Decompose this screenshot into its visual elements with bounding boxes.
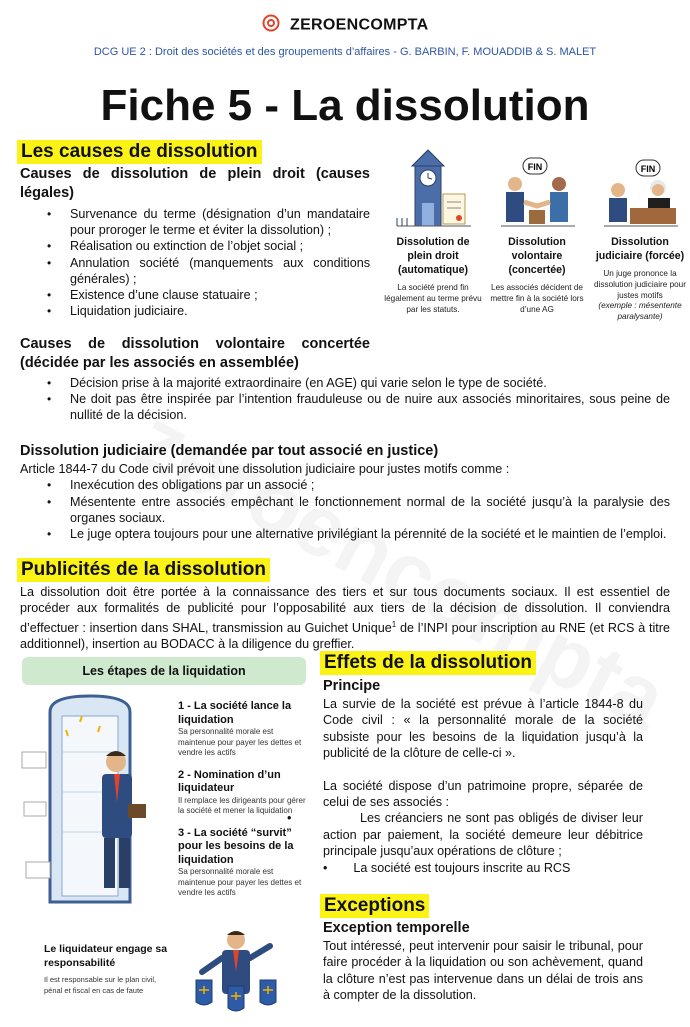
step-title: 3 - La société “survit” pour les besoins de la liquidation — [178, 826, 294, 866]
principe-text: La survie de la société est prévue à l’article 1844-8 du Code civil : « la personnalité morale de la société subsiste pour les besoins de la liquidation jusqu’à la publicité de la clôture de celle-ci ». — [323, 697, 643, 761]
list-item: • Le juge optera toujours pour une alternative privilégiant la pérennité de la société et le maintien de l’emploi. — [20, 526, 670, 542]
patrimoine-text: La société dispose d’un patrimoine propre, séparée de celui de ses associés : — [323, 778, 643, 810]
card-desc: Les associés décident de mettre fin à la société lors d’une AG — [490, 283, 584, 314]
steps-column — [178, 700, 306, 899]
publicite-heading: Publicités de la dissolution — [17, 558, 270, 582]
step-desc: Sa personnalité morale est maintenue pour payer les dettes et vendre les actifs — [178, 727, 302, 757]
list-item: • Existence d’une clause statuaire ; — [20, 287, 370, 303]
card-plein-droit — [383, 148, 483, 315]
card-desc — [590, 269, 690, 323]
list-item: • Mésentente entre associés empêchant le fonctionnement normal de la société jusqu’à la paralysie des organes sociaux. — [20, 494, 670, 526]
liquidator-scales-illustration — [188, 928, 284, 1018]
fin-sign-text: FIN — [640, 164, 656, 174]
card-volontaire — [487, 148, 587, 315]
exceptions-heading: Exceptions — [320, 894, 429, 918]
liquidateur-title: Le liquidateur engage sa responsabilité — [44, 943, 168, 969]
brand-header — [0, 14, 690, 37]
judiciaire-intro: Article 1844-7 du Code civil prévoit une dissolution judiciaire pour justes motifs comme : — [20, 462, 510, 476]
card-title: Dissolution de plein droit (automatique) — [396, 236, 470, 276]
principe-title: Principe — [323, 678, 381, 694]
card-judiciaire — [590, 148, 690, 323]
step-desc: Sa personnalité morale est maintenue pour payer les dettes et vendre les actifs — [178, 867, 302, 897]
judge-icon — [600, 148, 680, 230]
publicite-text: La dissolution doit être portée à la connaissance des tiers et sur tous documents sociaux. Il est essentiel de procéder aux formalités de publicité pour l’opposabilité aux tiers de la décision de dissolution. Il conviendra d’effectuer : insertion dans SHAL, transmission au Guichet Unique$^1$ de l’INPI pour inscription au RNE (et RCS à titre additionnel), insertion au BODACC à la diligence du greffier. — [20, 585, 670, 652]
causes-heading: Les causes de dissolution — [17, 140, 262, 164]
exception-temporelle-text: Tout intéressé, peut intervenir pour saisir le tribunal, pour faire procéder à la liquidation ou son achèvement, quand la clôture n’est pas intervenue dans un délai de trois ans à compter de la dissolution. — [323, 939, 643, 1003]
card-title: Dissolution judiciaire (forcée) — [595, 236, 685, 262]
fin-sign-text: FIN — [527, 162, 543, 172]
card-desc-text: Un juge prononce la dissolution judiciaire pour justes motifs — [594, 269, 686, 300]
exception-temporelle-title: Exception temporelle — [323, 920, 470, 936]
handshake-icon — [497, 148, 577, 230]
list-item: • Survenance du terme (désignation d’un mandataire pour proroger le terme et éviter la dissolution) ; — [20, 206, 370, 238]
list-item: • Inexécution des obligations par un associé ; — [20, 477, 670, 493]
list-item: • Liquidation judiciaire. — [20, 303, 370, 319]
list-item: • Décision prise à la majorité extraordinaire (en AGE) qui varie selon le type de société. — [20, 375, 670, 391]
step-title: 2 - Nomination d’un liquidateur — [178, 768, 281, 794]
card-note: (exemple : mésentente paralysante) — [598, 301, 682, 322]
liquidation-illustration — [20, 692, 180, 922]
judiciaire-title: Dissolution judiciaire (demandée par tout associé en justice) — [20, 443, 439, 459]
card-desc: La société prend fin légalement au terme prévu par les statuts. — [384, 283, 482, 314]
course-subtitle: DCG UE 2 : Droit des sociétés et des groupements d’affaires - G. BARBIN, F. MOUADDIB & S. MALET — [93, 46, 597, 58]
plein-droit-title: Causes de dissolution de plein droit (causes légales) — [20, 166, 370, 201]
judiciaire-list — [20, 477, 670, 542]
plein-droit-list — [20, 206, 370, 319]
page-title: Fiche 5 - La dissolution — [100, 81, 590, 130]
list-item: • Annulation société (manquements aux conditions générales) ; — [20, 255, 370, 287]
liquidateur-note — [44, 943, 174, 996]
volontaire-list — [20, 375, 670, 424]
list-item: • Les créanciers ne sont pas obligés de diviser leur action par paiement, la société demeure leur débitrice principale jusqu’aux opérations de clôture ; — [287, 811, 643, 859]
brand-logo-icon — [262, 14, 280, 37]
effets-heading: Effets de la dissolution — [320, 651, 536, 675]
step-title: 1 - La société lance la liquidation — [178, 700, 292, 726]
brand-name: ZEROENCOMPTA — [290, 16, 429, 34]
volontaire-title: Causes de dissolution volontaire concertée (décidée par les associés en assemblée) — [20, 336, 370, 371]
clock-tower-icon — [393, 148, 473, 230]
etapes-banner: Les étapes de la liquidation — [22, 657, 306, 685]
card-title: Dissolution volontaire (concertée) — [508, 236, 566, 276]
list-item: • La société est toujours inscrite au RCS — [323, 860, 571, 875]
effets-list — [287, 810, 643, 876]
step-desc: Il remplace les dirigeants pour gérer la société et mener la liquidation — [178, 795, 306, 815]
liquidateur-desc: Il est responsable sur le plan civil, pénal et fiscal en cas de faute — [44, 975, 157, 995]
list-item: • Ne doit pas être inspirée par l’intention frauduleuse ou de nuire aux associés minoritaires, sous peine de nullité de la décision. — [20, 391, 670, 423]
list-item: • Réalisation ou extinction de l’objet social ; — [20, 238, 370, 254]
